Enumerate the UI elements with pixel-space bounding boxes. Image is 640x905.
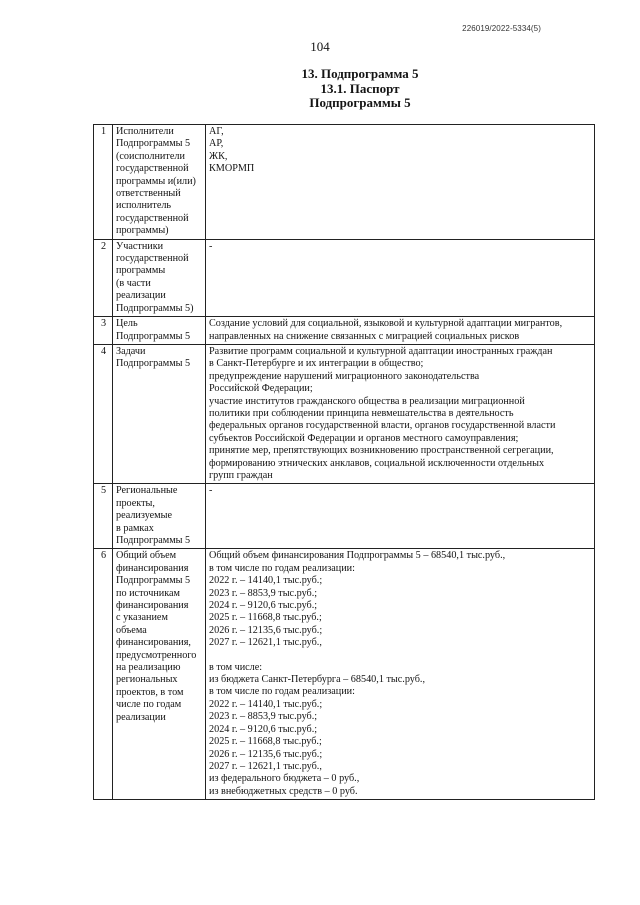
content-line: 2023 г. – 8853,9 тыс.руб.; xyxy=(209,587,318,599)
label-line: финансирования xyxy=(116,562,189,574)
row-content xyxy=(206,484,595,549)
content-line: в том числе по годам реализации: xyxy=(209,562,355,574)
row-content xyxy=(206,239,595,316)
document-stamp: 226019/2022-5334(5) xyxy=(462,24,541,33)
page-number: 104 xyxy=(310,39,330,54)
label-line: Подпрограммы 5 xyxy=(116,358,191,370)
label-line: Задачи xyxy=(116,345,146,357)
label-line: Общий объем xyxy=(116,550,177,562)
label-line: Исполнители xyxy=(116,126,174,137)
label-line: по источникам xyxy=(116,587,181,599)
content-line: 2026 г. – 12135,6 тыс.руб.; xyxy=(209,748,323,760)
content-line: Российской Федерации; xyxy=(209,383,313,395)
label-line: числе по годам xyxy=(116,699,182,711)
label-line: региональных xyxy=(116,674,178,686)
content-line: Общий объем финансирования Подпрограммы 5 – 68540,1 тыс.руб., xyxy=(209,550,506,562)
row-content xyxy=(206,125,595,240)
label-line: программы) xyxy=(116,225,169,237)
passport-table-body xyxy=(94,125,595,800)
row-content xyxy=(206,317,595,345)
content-line: 2024 г. – 9120,6 тыс.руб.; xyxy=(209,723,318,735)
label-line: финансирования, xyxy=(116,637,191,649)
row-number: 6 xyxy=(94,549,113,800)
row-number: 1 xyxy=(94,125,113,240)
label-line: государственной xyxy=(116,212,189,224)
label-line: на реализацию xyxy=(116,662,181,674)
content-line: из бюджета Санкт-Петербурга – 68540,1 тыс.руб., xyxy=(209,674,426,686)
label-line: (соисполнители xyxy=(116,150,185,162)
label-line: объема xyxy=(116,624,147,636)
label-line: Подпрограммы 5) xyxy=(116,302,194,314)
content-line: принятие мер, препятствующих возникновению пространственной сегрегации, xyxy=(209,445,554,457)
label-line: программы и(или) xyxy=(116,175,196,187)
table-row xyxy=(94,125,595,240)
row-label xyxy=(113,317,206,345)
label-line: Региональные xyxy=(116,485,178,497)
label-line: государственной xyxy=(116,163,189,175)
content-line: из внебюджетных средств – 0 руб. xyxy=(209,785,358,797)
content-line: из федерального бюджета – 0 руб., xyxy=(209,773,360,785)
label-line: Подпрограммы 5 xyxy=(116,535,191,546)
content-line: в том числе по годам реализации: xyxy=(209,686,355,698)
passport-table xyxy=(93,124,595,800)
row-label xyxy=(113,125,206,240)
content-line: направленных на снижение связанных с миграцией социальных рисков xyxy=(209,330,520,342)
subsection-heading: 13.1. Паспорт xyxy=(320,80,400,96)
content-line: ЖК, xyxy=(209,150,228,162)
label-line: финансирования xyxy=(116,600,189,612)
label-line: реализации xyxy=(116,290,166,302)
label-line: (в части xyxy=(116,277,151,289)
label-line: в рамках xyxy=(116,522,154,534)
label-line: государственной xyxy=(116,253,189,265)
content-line: - xyxy=(209,240,213,252)
content-line: 2022 г. – 14140,1 тыс.руб.; xyxy=(209,698,323,710)
section-headings xyxy=(0,67,640,111)
table-row xyxy=(94,239,595,316)
content-line: 2025 г. – 11668,8 тыс.руб.; xyxy=(209,736,322,748)
content-line: АР, xyxy=(209,138,224,150)
row-label xyxy=(113,239,206,316)
row-content xyxy=(206,344,595,483)
row-content xyxy=(206,549,595,800)
table-row xyxy=(94,549,595,800)
content-line: Развитие программ социальной и культурной адаптации иностранных граждан xyxy=(209,345,553,357)
label-line: реализации xyxy=(116,711,166,723)
table-row xyxy=(94,317,595,345)
content-line: КМОРМП xyxy=(209,163,255,175)
content-line: предупреждение нарушений миграционного законодательства xyxy=(209,370,480,382)
content-line: Создание условий для социальной, языковой и культурной адаптации мигрантов, xyxy=(209,318,563,330)
table-row xyxy=(94,484,595,549)
label-line: проектов, в том xyxy=(116,686,184,698)
content-line: субъектов Российской Федерации и органов местного самоуправления; xyxy=(209,432,519,444)
content-line: 2027 г. – 12621,1 тыс.руб., xyxy=(209,637,322,649)
content-line: 2025 г. – 11668,8 тыс.руб.; xyxy=(209,612,322,624)
label-line: Подпрограммы 5 xyxy=(116,575,191,587)
content-line: 2026 г. – 12135,6 тыс.руб.; xyxy=(209,624,323,636)
label-line: Участники xyxy=(116,240,164,252)
label-line: Подпрограммы 5 xyxy=(116,330,191,342)
table-row xyxy=(94,344,595,483)
row-number: 5 xyxy=(94,484,113,549)
label-line: предусмотренного xyxy=(116,649,197,661)
label-line: с указанием xyxy=(116,612,168,624)
row-label xyxy=(113,484,206,549)
content-line: в Санкт-Петербурге и их интеграции в общество; xyxy=(209,358,424,370)
content-line: АГ, xyxy=(209,126,224,137)
content-line: 2022 г. – 14140,1 тыс.руб.; xyxy=(209,575,323,587)
label-line: Подпрограммы 5 xyxy=(116,138,191,150)
label-line: программы xyxy=(116,265,166,277)
row-label xyxy=(113,549,206,800)
section-heading: 13. Подпрограмма 5 xyxy=(301,66,419,81)
label-line: реализуемые xyxy=(116,510,172,522)
content-line: политики при соблюдении принципа невмешательства в деятельность xyxy=(209,407,514,419)
row-label xyxy=(113,344,206,483)
content-line: формированию этнических анклавов, социальной исключенности отдельных xyxy=(209,457,545,469)
row-number: 4 xyxy=(94,344,113,483)
content-line: в том числе: xyxy=(209,661,263,673)
subprogram-heading: Подпрограммы 5 xyxy=(309,95,411,110)
content-line: 2023 г. – 8853,9 тыс.руб.; xyxy=(209,711,318,723)
content-line: 2024 г. – 9120,6 тыс.руб.; xyxy=(209,600,318,612)
content-line: групп граждан xyxy=(209,469,273,481)
label-line: ответственный xyxy=(116,188,181,200)
label-line: исполнитель xyxy=(116,200,172,212)
content-line: участие институтов гражданского общества в реализации миграционной xyxy=(209,395,525,407)
content-line: - xyxy=(209,485,213,497)
content-line: федеральных органов государственной власти, органов государственной власти xyxy=(209,420,556,432)
content-spacer xyxy=(209,650,592,662)
content-line: 2027 г. – 12621,1 тыс.руб., xyxy=(209,760,322,772)
row-number: 2 xyxy=(94,239,113,316)
row-number: 3 xyxy=(94,317,113,345)
label-line: Цель xyxy=(116,318,138,330)
label-line: проекты, xyxy=(116,497,155,509)
